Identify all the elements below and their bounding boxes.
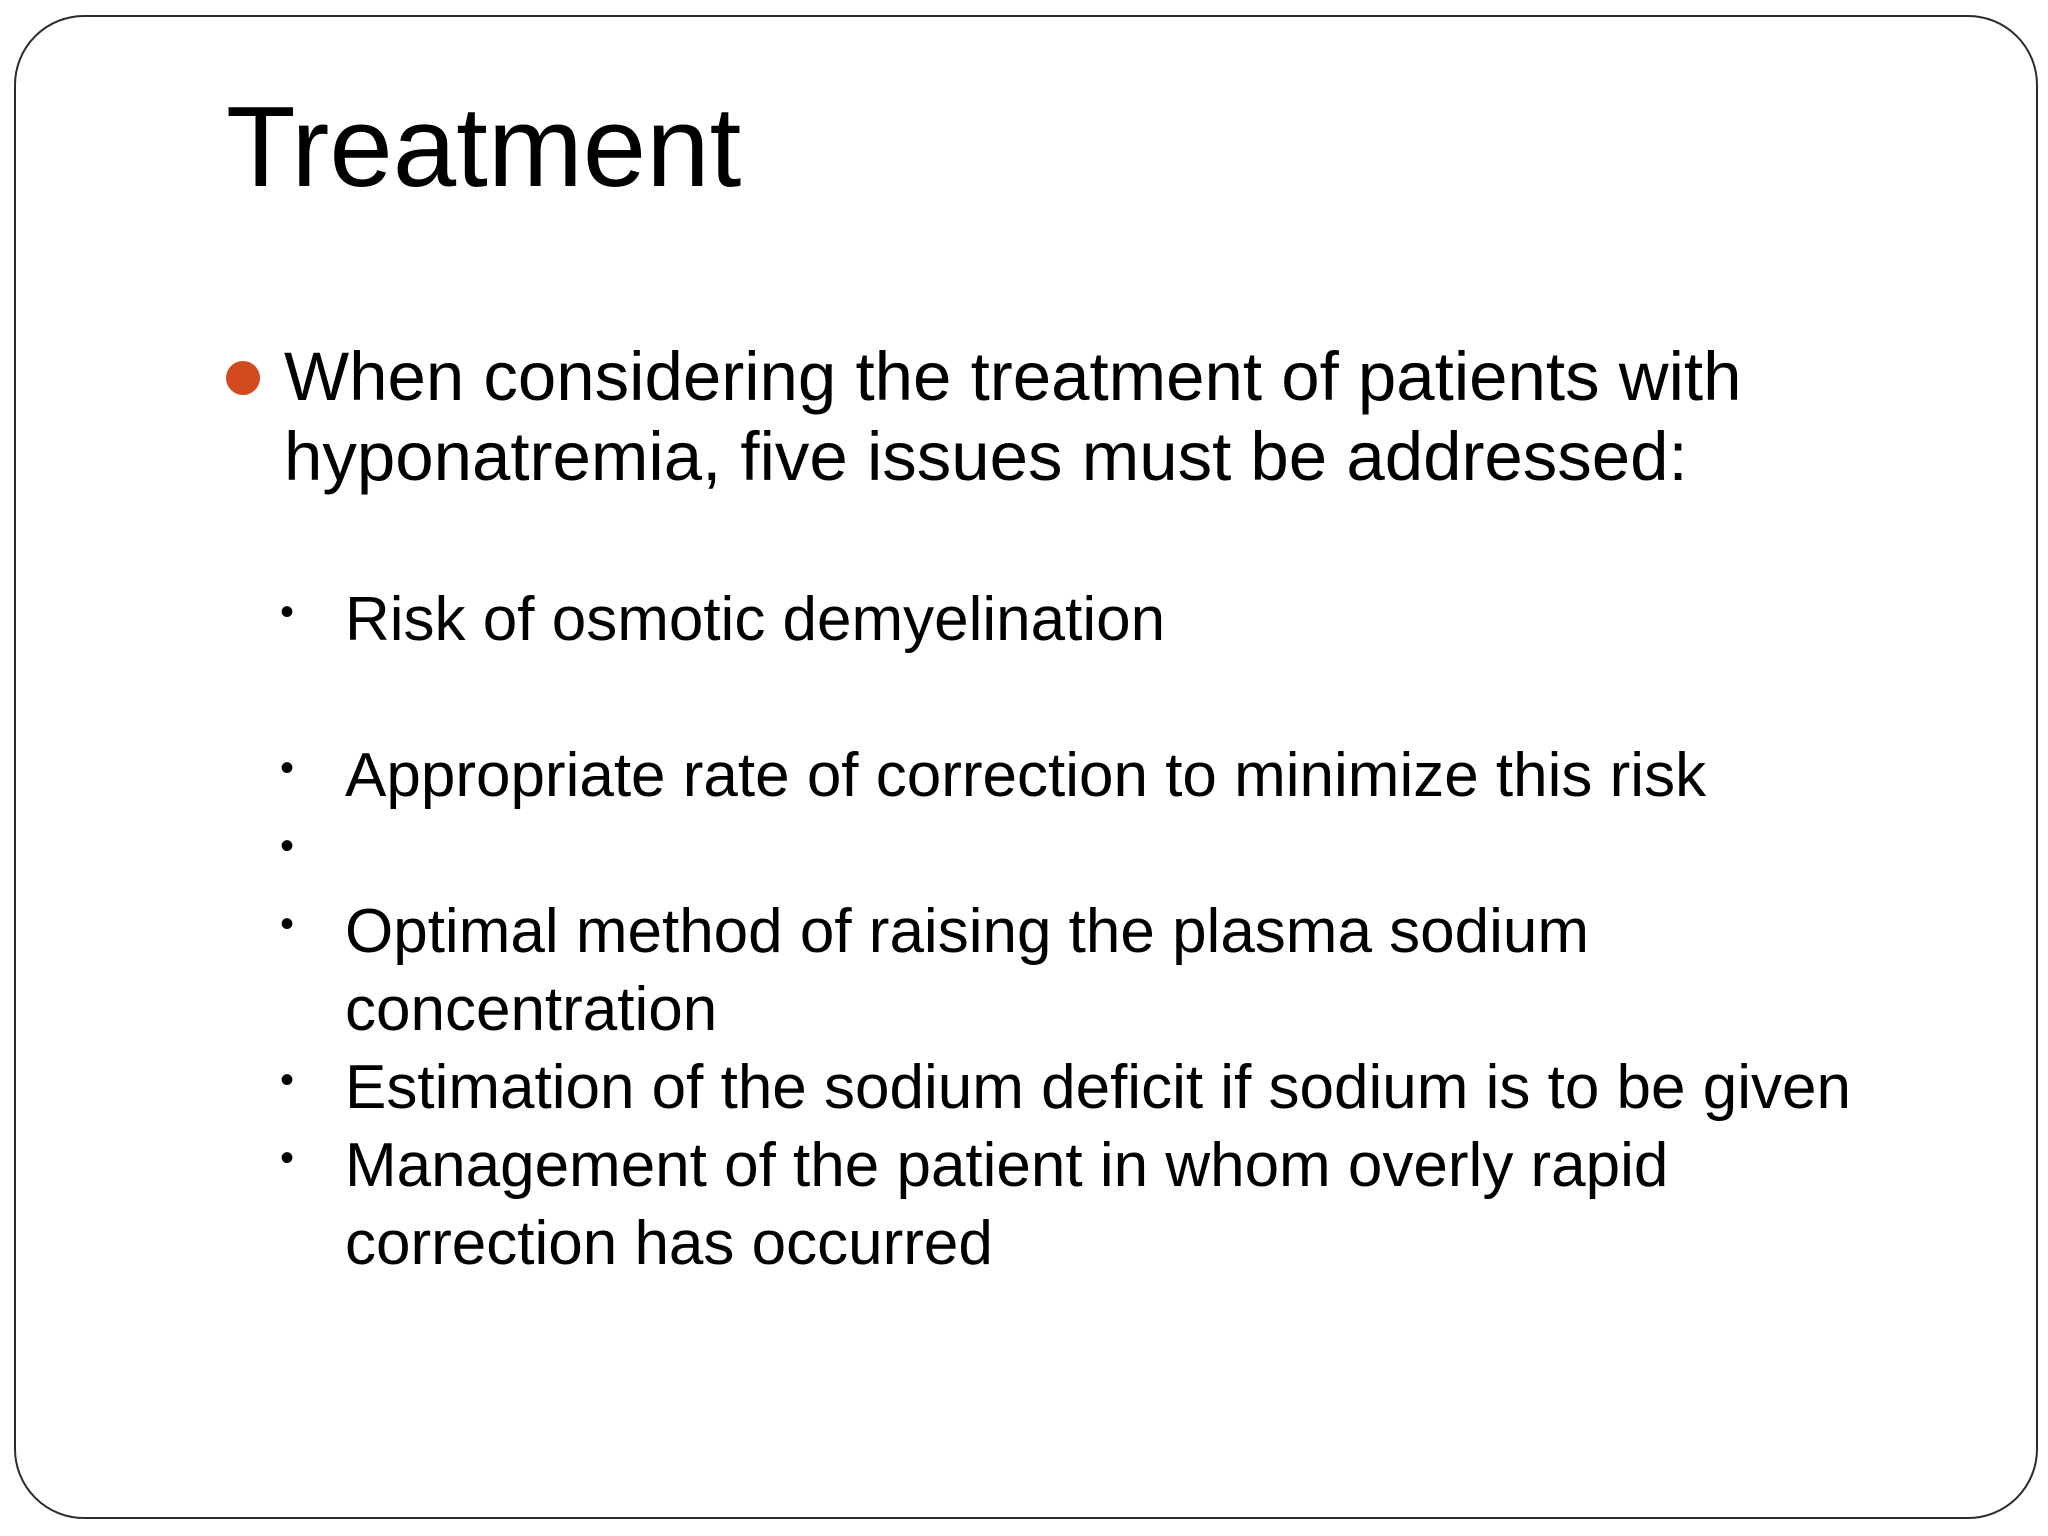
bullet-icon: • (280, 590, 295, 634)
bullet-icon: • (280, 1136, 295, 1180)
bullet-icon: • (280, 746, 295, 790)
list-item (273, 1049, 1913, 1127)
slide-title: Treatment (226, 84, 742, 211)
list-item-text: Estimation of the sodium deficit if sodium is to be given (345, 1053, 1851, 1122)
list-item (273, 581, 1913, 659)
bullet-icon: • (280, 824, 295, 868)
issues-list (273, 581, 1913, 1283)
list-item-text: Appropriate rate of correction to minimize this risk (345, 741, 1707, 810)
list-item (273, 893, 1913, 1049)
intro-bullet-item (226, 337, 1806, 497)
list-item (273, 1127, 1913, 1283)
list-item (273, 737, 1913, 815)
bullet-icon: • (280, 902, 295, 946)
slide-frame (14, 15, 2038, 1519)
bullet-icon: • (280, 1058, 295, 1102)
list-item (273, 815, 1913, 893)
list-item-text: Risk of osmotic demyelination (345, 585, 1166, 654)
list-item-text: Optimal method of raising the plasma sodium concentration (345, 897, 1590, 1044)
intro-text: When considering the treatment of patients with hyponatremia, five issues must be addressed: (284, 338, 1742, 495)
list-item-text: Management of the patient in whom overly rapid correction has occurred (345, 1131, 1669, 1278)
orange-circle-bullet-icon (226, 361, 260, 395)
